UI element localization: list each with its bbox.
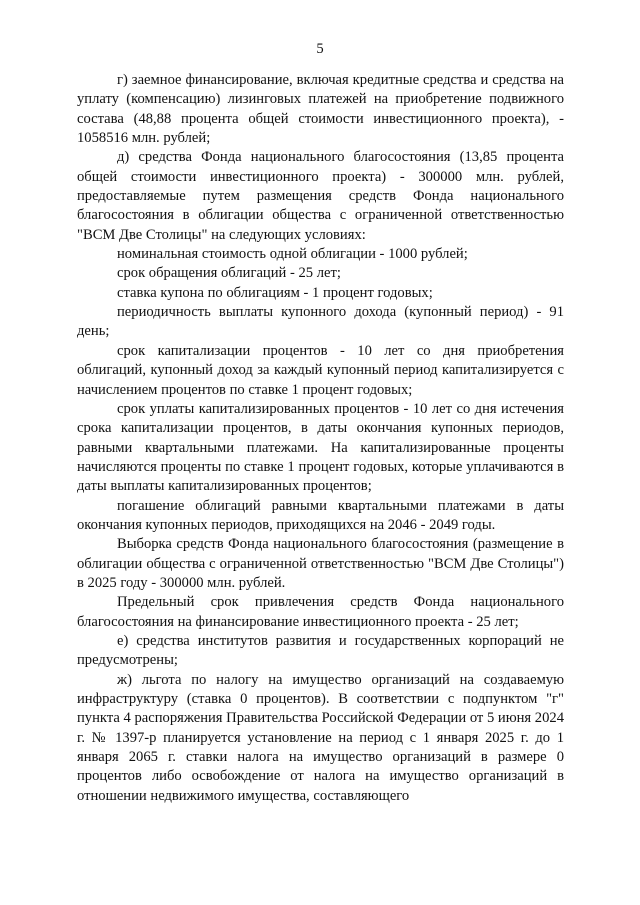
paragraph-coupon-period: периодичность выплаты купонного дохода (купонный период) - 91 день;: [77, 304, 564, 340]
paragraph-max-term: Предельный срок привлечения средств Фонда национального благосостояния на финансирование инвестиционного проекта - 25 лет;: [77, 594, 564, 630]
paragraph-nominal-value: номинальная стоимость одной облигации - 1000 рублей;: [117, 246, 468, 263]
paragraph-d-nwf-funds: д) средства Фонда национального благосостояния (13,85 процента общей стоимости инвестиционного проекта) - 300000 млн. рублей, предоставляемые путем размещения средств Фонда национального благосостояния в облигации общества с ограниченной ответственностью "ВСМ Две Столицы" на следующих условиях:: [77, 149, 564, 243]
page-number: 5: [316, 41, 324, 57]
paragraph-g-loan-financing: г) заемное финансирование, включая кредитные средства и средства на уплату (компенсацию) лизинговых платежей на приобретение подвижного состава (48,88 процента общей стоимости инвестиционного проекта), - 1058516 млн. рублей;: [77, 72, 564, 147]
paragraph-zh-property-tax-benefit: ж) льгота по налогу на имущество организаций на создаваемую инфраструктуру (ставка 0 процентов). В соответствии с подпунктом "г" пункта 4 распоряжения Правительства Российской Федерации от 5 июня 2024 г. № 1397-р планируется установление на период с 1 января 2025 г. до 1 января 2065 г. ставки налога на имущество организаций в размере 0 процентов либо освобождение от налога на имущество организаций в отношении недвижимого имущества, составляющего: [77, 671, 564, 804]
paragraph-nwf-drawdown: Выборка средств Фонда национального благосостояния (размещение в облигации общества с ограниченной ответственностью "ВСМ Две Столицы") в 2025 году - 300000 млн. рублей.: [77, 536, 564, 591]
paragraph-capitalization-term: срок капитализации процентов - 10 лет со дня приобретения облигаций, купонный доход за каждый купонный период капитализируется с начислением процентов по ставке 1 процент годовых;: [77, 342, 564, 398]
paragraph-coupon-rate: ставка купона по облигациям - 1 процент годовых;: [117, 284, 433, 301]
document-body: [77, 71, 564, 806]
paragraph-capitalized-interest-payment: срок уплаты капитализированных процентов - 10 лет со дня истечения срока капитализации процентов, в даты окончания купонных периодов, равными квартальными платежами. На капитализированные проценты начисляются проценты по ставке 1 процент годовых, которые уплачиваются в даты выплаты капитализированных процентов;: [77, 400, 564, 495]
paragraph-e-development-institutions: е) средства институтов развития и государственных корпораций не предусмотрены;: [77, 632, 564, 669]
paragraph-bond-redemption: погашение облигаций равными квартальными платежами в даты окончания купонных периодов, приходящихся на 2046 - 2049 годы.: [77, 497, 564, 533]
paragraph-circulation-term: срок обращения облигаций - 25 лет;: [117, 265, 341, 282]
